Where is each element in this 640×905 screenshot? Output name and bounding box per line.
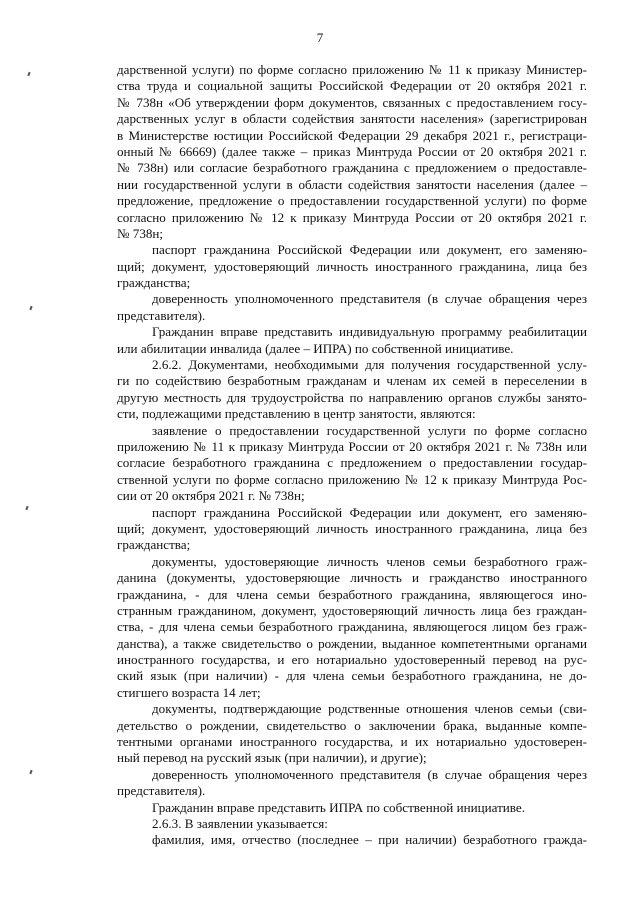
- text-line: № 738н «Об утверждении форм документов, связанных с предоставлением госу-: [117, 94, 587, 110]
- text-line: дарственной услуги) по форме согласно приложению № 11 к приказу Министер-: [117, 62, 587, 77]
- text-line: доверенность уполномоченного представителя (в случае обращения через: [152, 766, 587, 782]
- text-line: представителя).: [117, 307, 206, 323]
- text-line: стигшего возраста 14 лет;: [117, 684, 261, 700]
- text-line: № 738н;: [117, 225, 164, 241]
- text-line: Гражданин вправе представить ИПРА по собственной инициативе.: [152, 799, 525, 815]
- scan-speck: [29, 770, 32, 774]
- text-line: предложение, предложение о предоставлении государственной услуги) по форме: [117, 193, 587, 209]
- text-line: сии от 20 октября 2021 г. № 738н;: [117, 488, 305, 504]
- text-line: доверенность уполномоченного представителя (в случае обращения через: [152, 291, 587, 307]
- text-line: в Министерстве юстиции Российской Федерации 29 декабря 2021 г., регистраци-: [117, 127, 587, 143]
- text-line: ный перевод на русский язык (при наличии), и другие);: [117, 750, 427, 766]
- text-line: тентными органами иностранного государства, и их нотариально удостоверен-: [117, 734, 587, 750]
- text-line: фамилия, имя, отчество (последнее – при наличии) безработного гражда-: [152, 832, 587, 848]
- text-line: дарственных услуг в области содействия занятости населения» (зарегистрирован: [117, 111, 587, 127]
- text-line: ги по содействию безработным гражданам и членам их семей в переселении в: [117, 373, 587, 389]
- text-line: документы, удостоверяющие личность членов семьи безработного граж-: [152, 553, 587, 569]
- page-number: 7: [316, 30, 324, 45]
- text-line: сти, подлежащими представлению в центр занятости, являются:: [117, 406, 476, 422]
- text-line: странным гражданином, документ, удостоверяющий личность лица без граждан-: [117, 602, 587, 618]
- text-line: гражданства;: [117, 275, 191, 291]
- text-line: документы, подтверждающие родственные отношения членов семьи (сви-: [152, 701, 587, 717]
- text-line: паспорт гражданина Российской Федерации или документ, его заменяю-: [152, 242, 587, 258]
- text-line: данина (документы, удостоверяющие личность и гражданство иностранного: [117, 570, 587, 586]
- text-line: ственной услуги по форме согласно приложению № 12 к приказу Минтруда Рос-: [117, 471, 587, 487]
- text-line: другую местность для трудоустройства по направлению органов службы занято-: [117, 389, 587, 405]
- text-line: № 738н) или согласие безработного гражданина с предложением о предоставле-: [117, 160, 587, 176]
- text-line: детельство о рождении, свидетельство о заключении брака, выданные компе-: [117, 717, 587, 733]
- text-line: согласие безработного гражданина с предложением о предоставлении государ-: [117, 455, 587, 471]
- text-line: онный № 66669) (далее также – приказ Минтруда России от 20 октября 2021 г.: [117, 143, 587, 159]
- document-body: [117, 62, 587, 849]
- text-line: 2.6.3. В заявлении указывается:: [152, 815, 328, 831]
- text-line: данства), а также свидетельство о рождении, выданное компетентными органами: [117, 635, 587, 651]
- text-line: представителя).: [117, 783, 206, 799]
- text-line: гражданства;: [117, 537, 191, 553]
- text-line: или абилитации инвалида (далее – ИПРА) по собственной инициативе.: [117, 340, 514, 356]
- text-line: щий; документ, удостоверяющий личность иностранного гражданина, лица без: [117, 258, 587, 274]
- text-line: паспорт гражданина Российской Федерации или документ, его заменяю-: [152, 504, 587, 520]
- text-line: нии государственной услуги в области содействия занятости населения (далее –: [117, 176, 587, 192]
- text-line: Гражданин вправе представить индивидуальную программу реабилитации: [152, 324, 587, 340]
- text-line: согласно приложению № 12 к приказу Минтруда России от 20 октября 2021 г.: [117, 209, 587, 225]
- text-line: 2.6.2. Документами, необходимыми для получения государственной услу-: [152, 357, 587, 373]
- text-line: щий; документ, удостоверяющий личность иностранного гражданина, лица без: [117, 520, 587, 536]
- scan-speck: [25, 506, 28, 510]
- text-line: заявление о предоставлении государственной услуги по форме согласно: [152, 422, 587, 438]
- text-line: иностранного государства, и его нотариально удостоверенный перевод на рус-: [117, 652, 587, 668]
- text-line: приложению № 11 к приказу Минтруда России от 20 октября 2021 г. № 738н или: [117, 438, 587, 454]
- scan-speck: [29, 306, 32, 310]
- text-line: ства труда и социальной защиты Российской Федерации от 20 октября 2021 г.: [117, 78, 587, 94]
- text-line: ский язык (при наличии) - для члена семьи безработного гражданина, не до-: [117, 668, 587, 684]
- text-line: гражданина, - для члена семьи безработного гражданина, являющегося ино-: [117, 586, 587, 602]
- text-line: ства, - для члена семьи безработного гражданина, являющегося лицом без граж-: [117, 619, 587, 635]
- scan-speck: [27, 72, 30, 76]
